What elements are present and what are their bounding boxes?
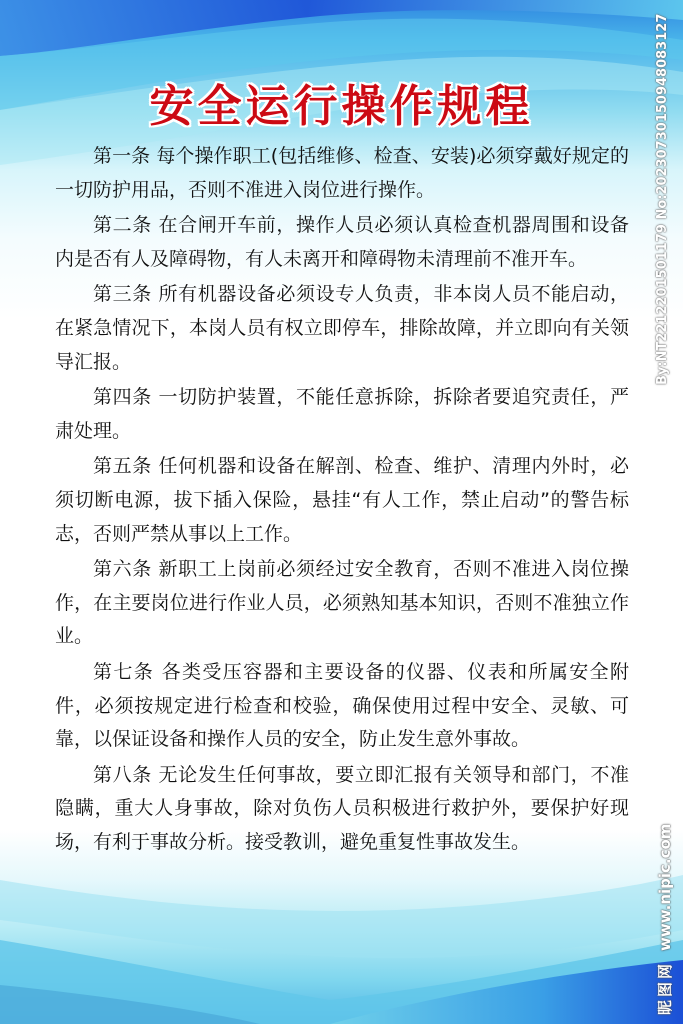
regulation-body: [55, 140, 629, 861]
poster-title: 安全运行操作规程: [149, 81, 534, 132]
article-4: 第四条 一切防护装置，不能任意拆除，拆除者要追究责任，严肃处理。: [55, 386, 629, 442]
article-3: 第三条 所有机器设备必须设专人负责，非本岗人员不能启动，在紧急情况下，本岗人员有权立即停车，排除故障，并立即向有关领导汇报。: [55, 283, 629, 373]
watermark-id: By:NT2212201501179 No:20230730150948083127: [655, 13, 670, 385]
article-5: 第五条 任何机器和设备在解剖、检查、维护、清理内外时，必须切断电源，拔下插入保险，悬挂“有人工作，禁止启动”的警告标志，否则严禁从事以上工作。: [55, 455, 629, 545]
article-8: 第八条 无论发生任何事故，要立即汇报有关领导和部门，不准隐瞒，重大人身事故，除对负伤人员积极进行救护外，要保护好现场，有利于事故分析。接受教训，避免重复性事故发生。: [55, 763, 629, 853]
article-2: 第二条 在合闸开车前，操作人员必须认真检查机器周围和设备内是否有人及障碍物，有人未离开和障碍物未清理前不准开车。: [55, 214, 629, 270]
watermark-site: [654, 785, 675, 1015]
article-6: 第六条 新职工上岗前必须经过安全教育，否则不准进入岗位操作，在主要岗位进行作业人员，必须熟知基本知识，否则不准独立作业。: [55, 558, 629, 648]
watermark-logo: 昵图网: [656, 960, 674, 1015]
article-7: 第七条 各类受压容器和主要设备的仪器、仪表和所属安全附件，必须按规定进行检查和校验，确保使用过程中安全、灵敏、可靠，以保证设备和操作人员的安全，防止发生意外事故。: [55, 660, 629, 751]
article-1: 第一条 每个操作职工(包括维修、检查、安装)必须穿戴好规定的一切防护用品，否则不准进入岗位进行操作。: [55, 145, 629, 201]
watermark-url: www.nipic.com: [656, 823, 674, 951]
